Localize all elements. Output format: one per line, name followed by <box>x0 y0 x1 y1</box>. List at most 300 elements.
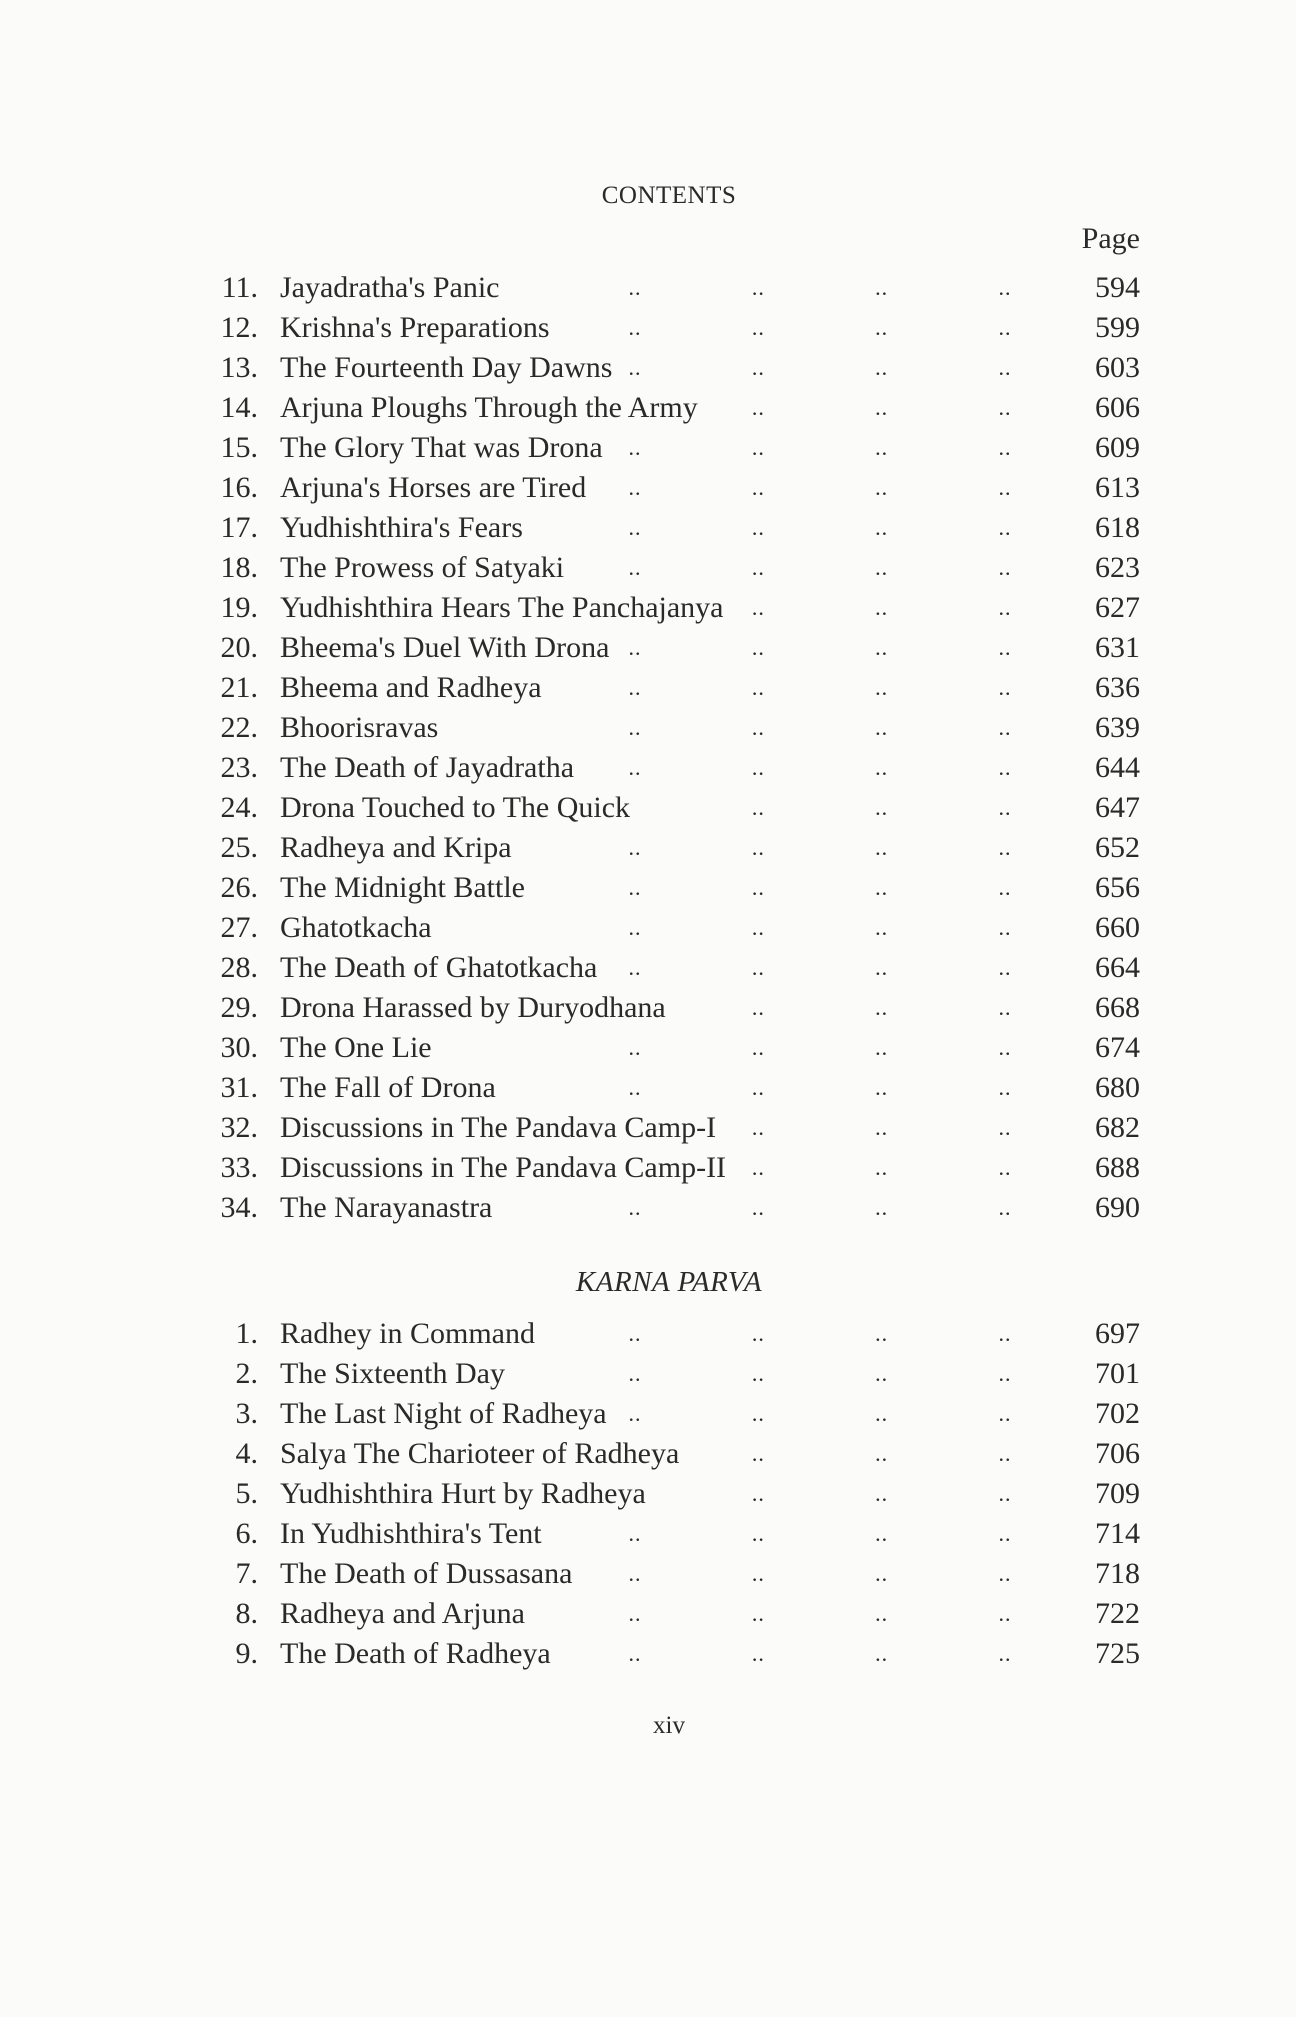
toc-entry-title: Drona Touched to The Quick <box>280 791 631 824</box>
toc-entry-page: 660 <box>1095 911 1140 944</box>
toc-entry-number: 27. <box>220 911 258 944</box>
toc-entry-number: 29. <box>220 991 258 1024</box>
leader-dots: .. <box>751 435 765 460</box>
toc-entry-number: 16. <box>220 471 258 504</box>
toc-entry-page: 609 <box>1095 431 1140 464</box>
leader-dots: .. <box>998 1321 1012 1346</box>
toc-entry-leader <box>620 988 1020 1028</box>
toc-entry-page: 606 <box>1095 391 1140 424</box>
toc-entry-number: 22. <box>220 711 258 744</box>
leader-dots: .. <box>751 475 765 500</box>
toc-entry-title: Bheema's Duel With Drona <box>280 631 610 664</box>
leader-dots: .. <box>751 595 765 620</box>
leader-dots: .. <box>751 1481 765 1506</box>
toc-entry-title: The Narayanastra <box>280 1191 493 1224</box>
leader-dots: .. <box>998 1361 1012 1386</box>
leader-dots: .. <box>628 1561 642 1586</box>
leader-dots: .. <box>998 915 1012 940</box>
leader-dots: .. <box>875 1401 889 1426</box>
leader-dots: .. <box>628 1195 642 1220</box>
leader-dots: .. <box>751 875 765 900</box>
toc-entry-title: The Death of Dussasana <box>280 1557 573 1590</box>
toc-entry-title: The Glory That was Drona <box>280 431 603 464</box>
toc-entry-leader <box>620 1148 1020 1188</box>
leader-dots: .. <box>875 1481 889 1506</box>
page-heading: CONTENTS <box>601 182 737 209</box>
toc-entry-leader <box>620 388 1020 428</box>
leader-dots: .. <box>998 635 1012 660</box>
leader-dots: .. <box>998 715 1012 740</box>
toc-entry-title: Yudhishthira Hears The Panchajanya <box>280 591 724 624</box>
leader-dots: .. <box>875 595 889 620</box>
toc-entry <box>200 828 1140 868</box>
toc-entry-number: 7. <box>235 1557 258 1590</box>
leader-dots: .. <box>875 675 889 700</box>
leader-dots: .. <box>751 755 765 780</box>
toc-entry <box>200 708 1140 748</box>
page-column-label: Page <box>1081 222 1140 255</box>
toc-entry-title: Radheya and Arjuna <box>280 1597 525 1630</box>
toc-entry-number: 31. <box>220 1071 258 1104</box>
leader-dots: .. <box>751 1075 765 1100</box>
leader-dots: .. <box>875 755 889 780</box>
toc-entry-leader <box>620 428 1020 468</box>
toc-entry-number: 14. <box>220 391 258 424</box>
leader-dots: .. <box>751 715 765 740</box>
toc-entry-title: Bhoorisravas <box>280 711 439 744</box>
leader-dots: .. <box>751 555 765 580</box>
leader-dots: .. <box>998 595 1012 620</box>
toc-entry <box>200 788 1140 828</box>
toc-entry-leader <box>620 1594 1020 1634</box>
toc-entry-page: 631 <box>1095 631 1140 664</box>
leader-dots: .. <box>751 995 765 1020</box>
toc-entry-page: 623 <box>1095 551 1140 584</box>
toc-entry-number: 4. <box>235 1437 258 1470</box>
toc-entry-title: Yudhishthira Hurt by Radheya <box>280 1477 646 1510</box>
leader-dots: .. <box>875 1361 889 1386</box>
drona-parva-contents <box>200 268 1140 1228</box>
leader-dots: .. <box>998 315 1012 340</box>
toc-entry-page: 636 <box>1095 671 1140 704</box>
leader-dots: .. <box>628 1641 642 1666</box>
toc-entry-leader <box>620 1434 1020 1474</box>
toc-entry-title: Arjuna Ploughs Through the Army <box>280 391 698 424</box>
toc-entry <box>200 1028 1140 1068</box>
toc-entry <box>200 1108 1140 1148</box>
leader-dots: .. <box>751 1641 765 1666</box>
toc-entry-leader <box>620 708 1020 748</box>
toc-entry-title: Bheema and Radheya <box>280 671 542 704</box>
leader-dots: .. <box>751 1115 765 1140</box>
toc-entry <box>200 948 1140 988</box>
leader-dots: .. <box>628 315 642 340</box>
leader-dots: .. <box>751 835 765 860</box>
toc-entry-leader <box>620 948 1020 988</box>
toc-entry <box>200 428 1140 468</box>
toc-entry-number: 33. <box>220 1151 258 1184</box>
toc-entry-number: 25. <box>220 831 258 864</box>
toc-entry-leader <box>620 1354 1020 1394</box>
toc-entry <box>200 1188 1140 1228</box>
toc-entry <box>200 348 1140 388</box>
toc-entry-leader <box>620 468 1020 508</box>
toc-entry-title: Discussions in The Pandava Camp-II <box>280 1151 727 1184</box>
toc-entry <box>200 468 1140 508</box>
leader-dots: .. <box>998 875 1012 900</box>
toc-entry <box>200 628 1140 668</box>
leader-dots: .. <box>875 315 889 340</box>
toc-entry-number: 3. <box>235 1397 258 1430</box>
leader-dots: .. <box>998 1155 1012 1180</box>
toc-entry-page: 594 <box>1095 271 1140 304</box>
toc-entry-leader <box>620 1068 1020 1108</box>
leader-dots: .. <box>875 1441 889 1466</box>
toc-entry-leader <box>620 348 1020 388</box>
toc-entry-number: 30. <box>220 1031 258 1064</box>
toc-entry-title: Discussions in The Pandava Camp-I <box>280 1111 717 1144</box>
leader-dots <box>620 1148 650 1188</box>
toc-entry-page: 627 <box>1095 591 1140 624</box>
toc-entry-page: 690 <box>1095 1191 1140 1224</box>
toc-entry-leader <box>620 1634 1020 1674</box>
toc-entry-number: 6. <box>235 1517 258 1550</box>
leader-dots: .. <box>998 275 1012 300</box>
toc-entry <box>200 1148 1140 1188</box>
toc-entry-title: Radheya and Kripa <box>280 831 512 864</box>
leader-dots: .. <box>998 755 1012 780</box>
leader-dots: .. <box>998 1481 1012 1506</box>
toc-entry-page: 697 <box>1095 1317 1140 1350</box>
toc-entry-title: The Death of Radheya <box>280 1637 551 1670</box>
leader-dots <box>620 988 650 1028</box>
toc-entry <box>200 1474 1140 1514</box>
toc-entry-number: 8. <box>235 1597 258 1630</box>
toc-entry-page: 701 <box>1095 1357 1140 1390</box>
toc-entry-title: Krishna's Preparations <box>280 311 550 344</box>
leader-dots <box>620 788 650 828</box>
leader-dots: .. <box>751 1441 765 1466</box>
toc-entry-number: 18. <box>220 551 258 584</box>
toc-entry-title: Arjuna's Horses are Tired <box>280 471 587 504</box>
toc-entry-page: 613 <box>1095 471 1140 504</box>
toc-entry-leader <box>620 748 1020 788</box>
toc-entry-title: The Fall of Drona <box>280 1071 496 1104</box>
leader-dots: .. <box>875 835 889 860</box>
leader-dots: .. <box>998 1521 1012 1546</box>
leader-dots: .. <box>998 395 1012 420</box>
leader-dots: .. <box>875 1321 889 1346</box>
toc-entry-title: The One Lie <box>280 1031 432 1064</box>
leader-dots: .. <box>998 1641 1012 1666</box>
leader-dots: .. <box>628 875 642 900</box>
toc-entry-page: 599 <box>1095 311 1140 344</box>
toc-entry-title: The Last Night of Radheya <box>280 1397 607 1430</box>
leader-dots: .. <box>998 475 1012 500</box>
leader-dots: .. <box>875 1155 889 1180</box>
toc-entry-page: 647 <box>1095 791 1140 824</box>
leader-dots <box>620 1474 650 1514</box>
toc-entry-leader <box>620 628 1020 668</box>
leader-dots: .. <box>628 1361 642 1386</box>
leader-dots: .. <box>751 275 765 300</box>
toc-entry-title: In Yudhishthira's Tent <box>280 1517 542 1550</box>
toc-entry-number: 13. <box>220 351 258 384</box>
leader-dots: .. <box>998 1075 1012 1100</box>
leader-dots: .. <box>998 435 1012 460</box>
leader-dots: .. <box>875 1075 889 1100</box>
leader-dots: .. <box>751 515 765 540</box>
leader-dots: .. <box>998 515 1012 540</box>
leader-dots: .. <box>751 395 765 420</box>
leader-dots: .. <box>751 1401 765 1426</box>
toc-entry-page: 718 <box>1095 1557 1140 1590</box>
toc-entry-page: 656 <box>1095 871 1140 904</box>
leader-dots <box>620 1434 650 1474</box>
leader-dots: .. <box>875 355 889 380</box>
toc-entry <box>200 1554 1140 1594</box>
leader-dots: .. <box>875 875 889 900</box>
leader-dots: .. <box>751 1321 765 1346</box>
toc-entry-leader <box>620 588 1020 628</box>
toc-entry-number: 20. <box>220 631 258 664</box>
toc-entry <box>200 1354 1140 1394</box>
leader-dots: .. <box>751 315 765 340</box>
toc-entry-title: Ghatotkacha <box>280 911 432 944</box>
leader-dots: .. <box>628 715 642 740</box>
leader-dots: .. <box>998 1115 1012 1140</box>
leader-dots: .. <box>875 555 889 580</box>
leader-dots: .. <box>751 635 765 660</box>
karna-parva-contents <box>200 1314 1140 1674</box>
leader-dots: .. <box>875 1521 889 1546</box>
leader-dots: .. <box>751 1361 765 1386</box>
toc-entry-page: 680 <box>1095 1071 1140 1104</box>
leader-dots: .. <box>628 835 642 860</box>
toc-entry-leader <box>620 668 1020 708</box>
toc-entry-page: 618 <box>1095 511 1140 544</box>
leader-dots: .. <box>628 515 642 540</box>
toc-entry <box>200 268 1140 308</box>
leader-dots: .. <box>628 955 642 980</box>
leader-dots: .. <box>628 1521 642 1546</box>
leader-dots: .. <box>875 1561 889 1586</box>
toc-entry <box>200 988 1140 1028</box>
leader-dots: .. <box>751 1035 765 1060</box>
toc-entry-leader <box>620 868 1020 908</box>
toc-entry-page: 714 <box>1095 1517 1140 1550</box>
toc-entry-number: 19. <box>220 591 258 624</box>
leader-dots: .. <box>628 1321 642 1346</box>
leader-dots: .. <box>875 1115 889 1140</box>
toc-entry-title: The Prowess of Satyaki <box>280 551 565 584</box>
toc-entry-page: 706 <box>1095 1437 1140 1470</box>
page-folio: xiv <box>653 1712 685 1739</box>
toc-entry <box>200 1068 1140 1108</box>
leader-dots: .. <box>998 995 1012 1020</box>
toc-entry-page: 664 <box>1095 951 1140 984</box>
leader-dots: .. <box>628 1401 642 1426</box>
leader-dots: .. <box>628 755 642 780</box>
toc-entry-leader <box>620 1028 1020 1068</box>
leader-dots: .. <box>998 355 1012 380</box>
toc-entry-leader <box>620 508 1020 548</box>
leader-dots: .. <box>751 1155 765 1180</box>
toc-entry-title: Jayadratha's Panic <box>280 271 500 304</box>
leader-dots: .. <box>751 1601 765 1626</box>
leader-dots: .. <box>875 275 889 300</box>
toc-entry-title: Yudhishthira's Fears <box>280 511 523 544</box>
leader-dots: .. <box>998 675 1012 700</box>
toc-entry <box>200 388 1140 428</box>
toc-entry-leader <box>620 908 1020 948</box>
leader-dots: .. <box>628 915 642 940</box>
toc-entry-title: The Midnight Battle <box>280 871 525 904</box>
toc-entry-page: 639 <box>1095 711 1140 744</box>
toc-entry <box>200 908 1140 948</box>
toc-entry-title: The Death of Ghatotkacha <box>280 951 598 984</box>
toc-entry-page: 688 <box>1095 1151 1140 1184</box>
leader-dots: .. <box>628 1035 642 1060</box>
toc-entry-leader <box>620 828 1020 868</box>
toc-entry-leader <box>620 1514 1020 1554</box>
toc-entry-leader <box>620 1108 1020 1148</box>
toc-entry-number: 17. <box>220 511 258 544</box>
leader-dots <box>620 588 650 628</box>
toc-entry-number: 21. <box>220 671 258 704</box>
toc-entry <box>200 548 1140 588</box>
leader-dots: .. <box>875 475 889 500</box>
toc-entry-page: 644 <box>1095 751 1140 784</box>
leader-dots: .. <box>998 1195 1012 1220</box>
toc-entry <box>200 508 1140 548</box>
toc-entry <box>200 868 1140 908</box>
leader-dots: .. <box>998 1561 1012 1586</box>
toc-entry-page: 668 <box>1095 991 1140 1024</box>
leader-dots: .. <box>875 915 889 940</box>
leader-dots: .. <box>751 955 765 980</box>
leader-dots: .. <box>628 355 642 380</box>
toc-entry-number: 5. <box>235 1477 258 1510</box>
leader-dots: .. <box>875 1641 889 1666</box>
leader-dots: .. <box>875 1195 889 1220</box>
toc-entry <box>200 1634 1140 1674</box>
leader-dots: .. <box>875 1601 889 1626</box>
leader-dots: .. <box>998 1601 1012 1626</box>
toc-entry-number: 24. <box>220 791 258 824</box>
leader-dots: .. <box>628 275 642 300</box>
toc-entry-page: 652 <box>1095 831 1140 864</box>
leader-dots <box>620 1108 650 1148</box>
toc-entry-number: 1. <box>235 1317 258 1350</box>
toc-entry-page: 603 <box>1095 351 1140 384</box>
leader-dots: .. <box>875 435 889 460</box>
toc-entry-title: Drona Harassed by Duryodhana <box>280 991 666 1024</box>
leader-dots: .. <box>628 435 642 460</box>
toc-entry-number: 2. <box>235 1357 258 1390</box>
leader-dots: .. <box>875 515 889 540</box>
leader-dots: .. <box>998 1441 1012 1466</box>
leader-dots: .. <box>751 795 765 820</box>
toc-entry-leader <box>620 788 1020 828</box>
leader-dots: .. <box>628 675 642 700</box>
section-title-karna-parva: KARNA PARVA <box>575 1266 763 1298</box>
leader-dots: .. <box>998 835 1012 860</box>
toc-entry-leader <box>620 1188 1020 1228</box>
leader-dots: .. <box>998 1035 1012 1060</box>
leader-dots: .. <box>628 635 642 660</box>
toc-entry-title: Radhey in Command <box>280 1317 535 1350</box>
toc-entry-number: 26. <box>220 871 258 904</box>
toc-entry <box>200 748 1140 788</box>
toc-entry-page: 725 <box>1095 1637 1140 1670</box>
toc-entry-number: 11. <box>221 271 258 304</box>
toc-entry <box>200 308 1140 348</box>
leader-dots: .. <box>628 1601 642 1626</box>
toc-entry-number: 9. <box>235 1637 258 1670</box>
leader-dots: .. <box>751 1521 765 1546</box>
toc-entry-title: The Sixteenth Day <box>280 1357 505 1390</box>
toc-entry-number: 12. <box>220 311 258 344</box>
toc-entry-page: 702 <box>1095 1397 1140 1430</box>
leader-dots: .. <box>875 955 889 980</box>
leader-dots: .. <box>875 715 889 740</box>
toc-entry-page: 709 <box>1095 1477 1140 1510</box>
toc-entry-number: 34. <box>220 1191 258 1224</box>
toc-entry-page: 722 <box>1095 1597 1140 1630</box>
leader-dots: .. <box>751 355 765 380</box>
leader-dots: .. <box>998 555 1012 580</box>
toc-entry-number: 28. <box>220 951 258 984</box>
toc-entry-title: Salya The Charioteer of Radheya <box>280 1437 680 1470</box>
toc-entry-page: 682 <box>1095 1111 1140 1144</box>
leader-dots: .. <box>875 1035 889 1060</box>
leader-dots: .. <box>998 795 1012 820</box>
toc-entry-leader <box>620 1554 1020 1594</box>
toc-entry <box>200 668 1140 708</box>
toc-entry-page: 674 <box>1095 1031 1140 1064</box>
leader-dots: .. <box>751 915 765 940</box>
toc-entry-title: The Death of Jayadratha <box>280 751 575 784</box>
leader-dots: .. <box>628 555 642 580</box>
toc-entry <box>200 1314 1140 1354</box>
toc-entry-leader <box>620 1474 1020 1514</box>
toc-entry <box>200 1594 1140 1634</box>
toc-entry-leader <box>620 308 1020 348</box>
leader-dots: .. <box>751 1195 765 1220</box>
toc-entry-title: The Fourteenth Day Dawns <box>280 351 613 384</box>
leader-dots: .. <box>998 1401 1012 1426</box>
leader-dots: .. <box>875 795 889 820</box>
toc-entry-leader <box>620 1314 1020 1354</box>
toc-entry-leader <box>620 548 1020 588</box>
leader-dots: .. <box>998 955 1012 980</box>
toc-entry-number: 23. <box>220 751 258 784</box>
leader-dots: .. <box>751 675 765 700</box>
toc-entry <box>200 1434 1140 1474</box>
leader-dots <box>620 388 650 428</box>
leader-dots: .. <box>628 475 642 500</box>
leader-dots: .. <box>875 635 889 660</box>
toc-entry-leader <box>620 1394 1020 1434</box>
leader-dots: .. <box>751 1561 765 1586</box>
toc-entry-number: 15. <box>220 431 258 464</box>
toc-entry <box>200 1394 1140 1434</box>
toc-entry <box>200 588 1140 628</box>
toc-entry-leader <box>620 268 1020 308</box>
leader-dots: .. <box>875 995 889 1020</box>
toc-entry-number: 32. <box>220 1111 258 1144</box>
